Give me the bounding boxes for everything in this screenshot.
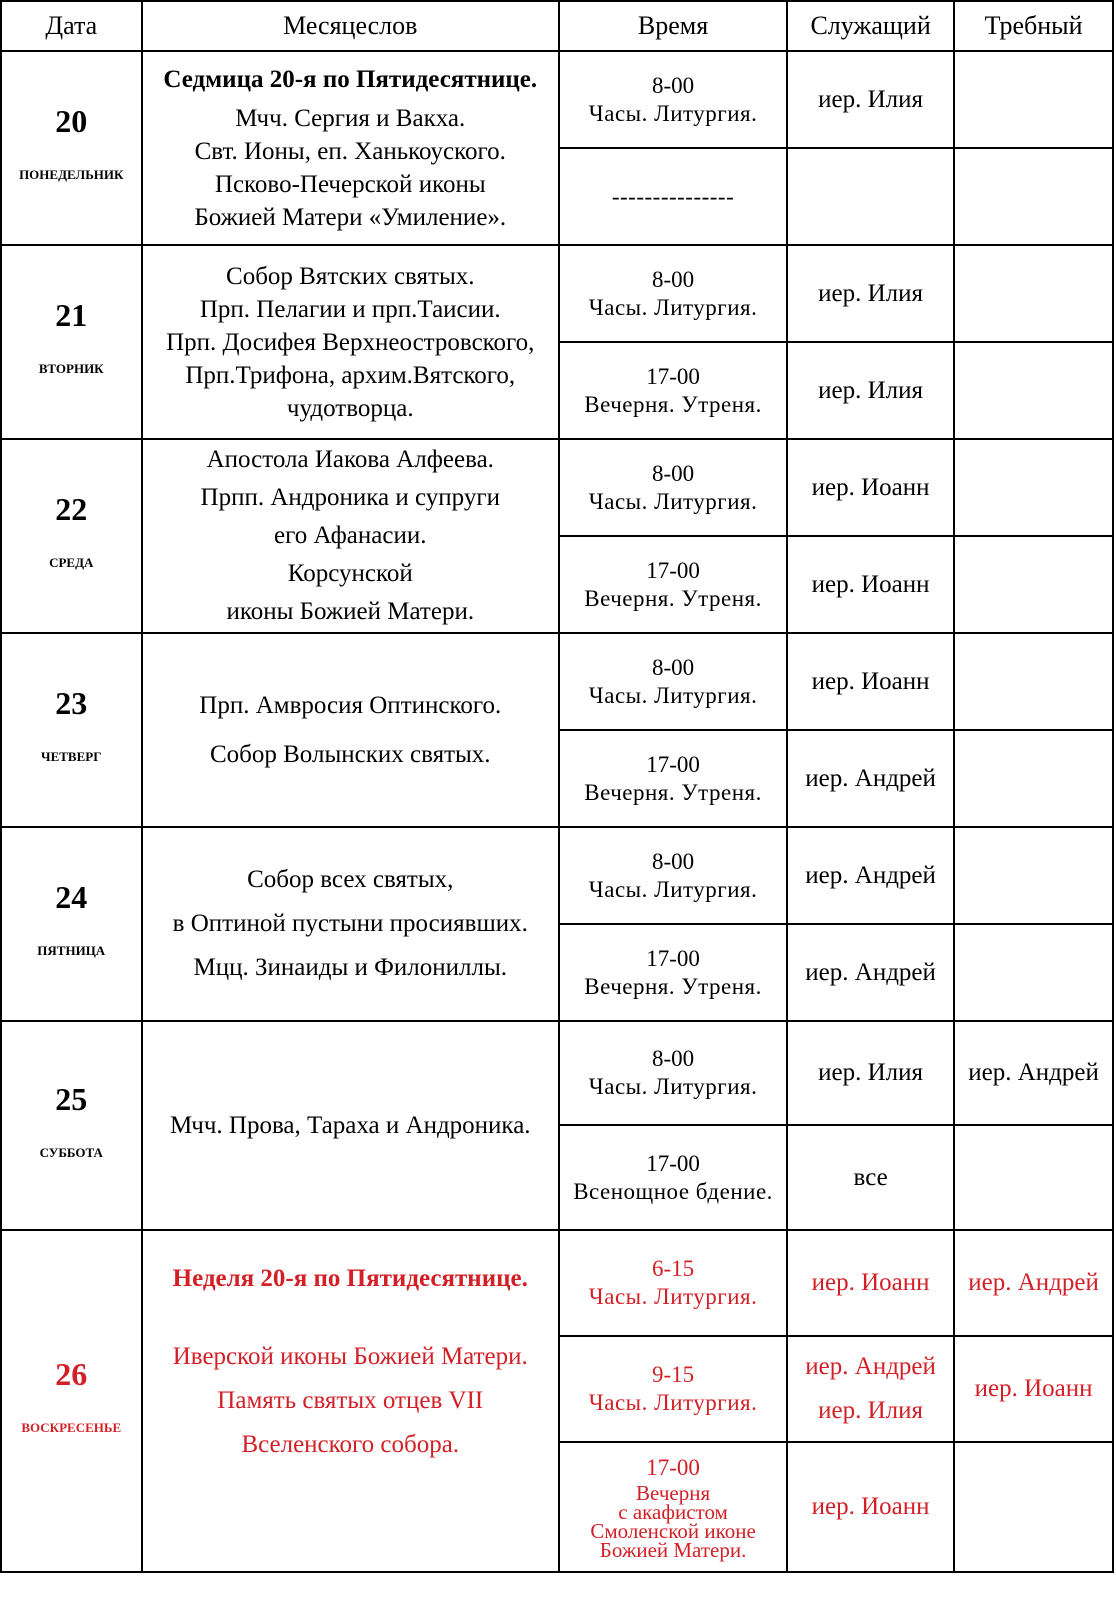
table-row — [1, 1021, 1113, 1125]
weekday: ВОСКРЕСЕНЬЕ — [21, 1420, 122, 1435]
service-time: 17-00 — [646, 557, 700, 583]
saint-line: Собор Волынских святых. — [209, 741, 491, 768]
service-time: 8-00 — [651, 848, 695, 874]
saint-line: Вселенского собора. — [241, 1431, 460, 1458]
saint-line: Прп. Пелагии и прп.Таисии. — [199, 295, 501, 323]
saint-line: Прп. Амвросия Оптинского. — [199, 692, 502, 719]
service-time: 8-00 — [651, 654, 695, 680]
treby-cell: иер. Андрей — [954, 1230, 1113, 1336]
date-cell — [1, 1021, 142, 1230]
treby-cell — [954, 1442, 1113, 1572]
weekday: СУББОТА — [39, 1144, 103, 1160]
saints-cell — [142, 827, 560, 1021]
celebrant-name: иер. Андрей — [805, 1353, 936, 1380]
table-row — [1, 827, 1113, 924]
time-cell — [559, 536, 787, 633]
time-cell — [559, 827, 787, 924]
treby-cell — [954, 827, 1113, 924]
celebrant-name: иер. Илия — [818, 1397, 924, 1424]
service-time: 17-00 — [646, 1455, 700, 1480]
celebrant-cell: иер. Иоанн — [787, 1442, 954, 1572]
saint-line: Свт. Ионы, еп. Ханькоуского. — [194, 137, 506, 165]
service-name: Вечерня. Утреня. — [584, 391, 762, 417]
time-cell — [559, 1336, 787, 1442]
treby-cell — [954, 536, 1113, 633]
service-name: Часы. Литургия. — [588, 294, 758, 320]
service-name: Часы. Литургия. — [588, 876, 758, 902]
time-cell — [559, 924, 787, 1021]
time-cell — [559, 730, 787, 827]
saint-line: Прпп. Андроника и супруги — [200, 484, 500, 511]
saint-line: Память святых отцев VII — [217, 1387, 484, 1414]
service-name: Часы. Литургия. — [588, 100, 758, 126]
service-time: 17-00 — [646, 1150, 700, 1176]
service-name: Часы. Литургия. — [588, 682, 758, 708]
date-number: 20 — [55, 103, 88, 139]
time-cell — [559, 1230, 787, 1336]
time-cell — [559, 51, 787, 148]
header-treby: Требный — [954, 1, 1113, 51]
saints-cell — [142, 1230, 560, 1572]
service-name: Часы. Литургия. — [588, 1284, 758, 1309]
celebrant-cell: все — [787, 1125, 954, 1230]
service-name-line: Смоленской иконе — [590, 1519, 756, 1543]
service-time: 17-00 — [646, 751, 700, 777]
saint-line: Божией Матери «Умиление». — [194, 203, 507, 231]
weekday: ПЯТНИЦА — [37, 943, 106, 958]
celebrant-cell: иер. Иоанн — [787, 439, 954, 536]
treby-cell — [954, 148, 1113, 245]
celebrant-cell: иер. Андрей — [787, 924, 954, 1021]
saint-line: в Оптиной пустыни просиявших. — [172, 910, 528, 937]
table-row — [1, 1230, 1113, 1336]
service-time: 9-15 — [651, 1362, 695, 1387]
date-number: 25 — [55, 1080, 88, 1117]
time-cell — [559, 439, 787, 536]
saint-line: Собор всех святых, — [247, 866, 454, 893]
table-row — [1, 51, 1113, 148]
celebrant-cell: иер. Андрей — [787, 730, 954, 827]
service-time: 17-00 — [646, 363, 700, 389]
treby-cell: иер. Андрей — [954, 1021, 1113, 1125]
time-cell — [559, 1021, 787, 1125]
treby-cell — [954, 245, 1113, 342]
date-cell — [1, 1230, 142, 1572]
service-name: Часы. Литургия. — [588, 488, 758, 514]
celebrant-cell: иер. Илия — [787, 342, 954, 439]
week-title: Седмица 20-я по Пятидесятнице. — [163, 65, 538, 93]
treby-cell — [954, 1125, 1113, 1230]
time-cell — [559, 342, 787, 439]
saint-line: Псково-Печерской иконы — [214, 170, 486, 198]
service-name: --------------- — [559, 148, 787, 245]
header-row — [1, 1, 1113, 51]
saint-line: Иверской иконы Божией Матери. — [172, 1343, 528, 1370]
service-time: 17-00 — [646, 945, 700, 971]
service-name: Часы. Литургия. — [588, 1390, 758, 1415]
celebrant-cell: иер. Иоанн — [787, 1230, 954, 1336]
service-name-line: Божией Матери. — [599, 1538, 747, 1562]
treby-cell — [954, 51, 1113, 148]
time-cell — [559, 245, 787, 342]
service-name-line: Вечерня — [636, 1481, 711, 1505]
saint-line: его Афанасии. — [274, 522, 427, 549]
saint-line: иконы Божией Матери. — [226, 598, 475, 625]
time-cell — [559, 1442, 787, 1572]
service-time: 6-15 — [651, 1256, 695, 1281]
service-name: Всенощное бдение. — [573, 1178, 773, 1204]
celebrant-cell — [787, 148, 954, 245]
saint-line: чудотворца. — [286, 394, 414, 422]
service-time: 8-00 — [651, 266, 695, 292]
saint-line: Прп. Досифея Верхнеостровского, — [166, 328, 535, 356]
week-title: Неделя 20-я по Пятидесятнице. — [172, 1265, 528, 1292]
time-cell — [559, 633, 787, 730]
saints-cell — [142, 439, 560, 633]
date-number: 21 — [55, 297, 88, 333]
weekday: ПОНЕДЕЛЬНИК — [19, 167, 124, 182]
header-celebrant: Служащий — [787, 1, 954, 51]
header-time: Время — [559, 1, 787, 51]
saints-cell — [142, 1021, 560, 1230]
date-number: 26 — [55, 1356, 88, 1392]
date-cell — [1, 633, 142, 827]
table-row — [1, 633, 1113, 730]
saints-cell — [142, 245, 560, 439]
saints-cell — [142, 51, 560, 245]
date-number: 23 — [55, 685, 88, 721]
service-name: Часы. Литургия. — [588, 1074, 758, 1099]
service-name: Вечерня. Утреня. — [584, 585, 762, 611]
treby-cell — [954, 439, 1113, 536]
date-number: 22 — [55, 491, 88, 527]
saint-line: Прп.Трифона, архим.Вятского, — [185, 361, 516, 389]
weekday: ЧЕТВЕРГ — [41, 749, 102, 764]
treby-cell — [954, 633, 1113, 730]
date-cell — [1, 439, 142, 633]
time-cell — [559, 1125, 787, 1230]
treby-cell — [954, 730, 1113, 827]
date-cell — [1, 827, 142, 1021]
treby-cell — [954, 342, 1113, 439]
service-name: Вечерня. Утреня. — [584, 973, 762, 999]
saint-line: Мчч. Прова, Тараха и Андроника. — [169, 1112, 531, 1139]
service-time: 8-00 — [651, 460, 695, 486]
saint-line: Собор Вятских святых. — [226, 262, 475, 290]
saint-line: Корсунской — [287, 560, 413, 587]
weekday: ВТОРНИК — [38, 361, 104, 376]
service-name: Вечерня. Утреня. — [584, 779, 762, 805]
date-number: 24 — [55, 879, 88, 915]
header-calendar: Месяцеслов — [142, 1, 560, 51]
weekday: СРЕДА — [49, 555, 94, 570]
saint-line: Мцц. Зинаиды и Филониллы. — [193, 954, 508, 981]
celebrant-cell: иер. Иоанн — [787, 536, 954, 633]
treby-cell — [954, 924, 1113, 1021]
table-row — [1, 439, 1113, 536]
treby-cell: иер. Иоанн — [954, 1336, 1113, 1442]
service-time: 8-00 — [651, 1046, 695, 1071]
saint-line: Апостола Иакова Алфеева. — [206, 446, 494, 473]
date-cell — [1, 245, 142, 439]
service-name-line: с акафистом — [618, 1500, 728, 1524]
celebrant-cell — [787, 1336, 954, 1442]
celebrant-cell: иер. Андрей — [787, 827, 954, 924]
saints-cell — [142, 633, 560, 827]
saint-line: Мчч. Сергия и Вакха. — [235, 104, 466, 132]
date-cell — [1, 51, 142, 245]
celebrant-cell: иер. Иоанн — [787, 633, 954, 730]
celebrant-cell: иер. Илия — [787, 51, 954, 148]
celebrant-cell: иер. Илия — [787, 1021, 954, 1125]
table-row — [1, 245, 1113, 342]
header-date: Дата — [1, 1, 142, 51]
celebrant-cell: иер. Илия — [787, 245, 954, 342]
service-time: 8-00 — [651, 72, 695, 98]
